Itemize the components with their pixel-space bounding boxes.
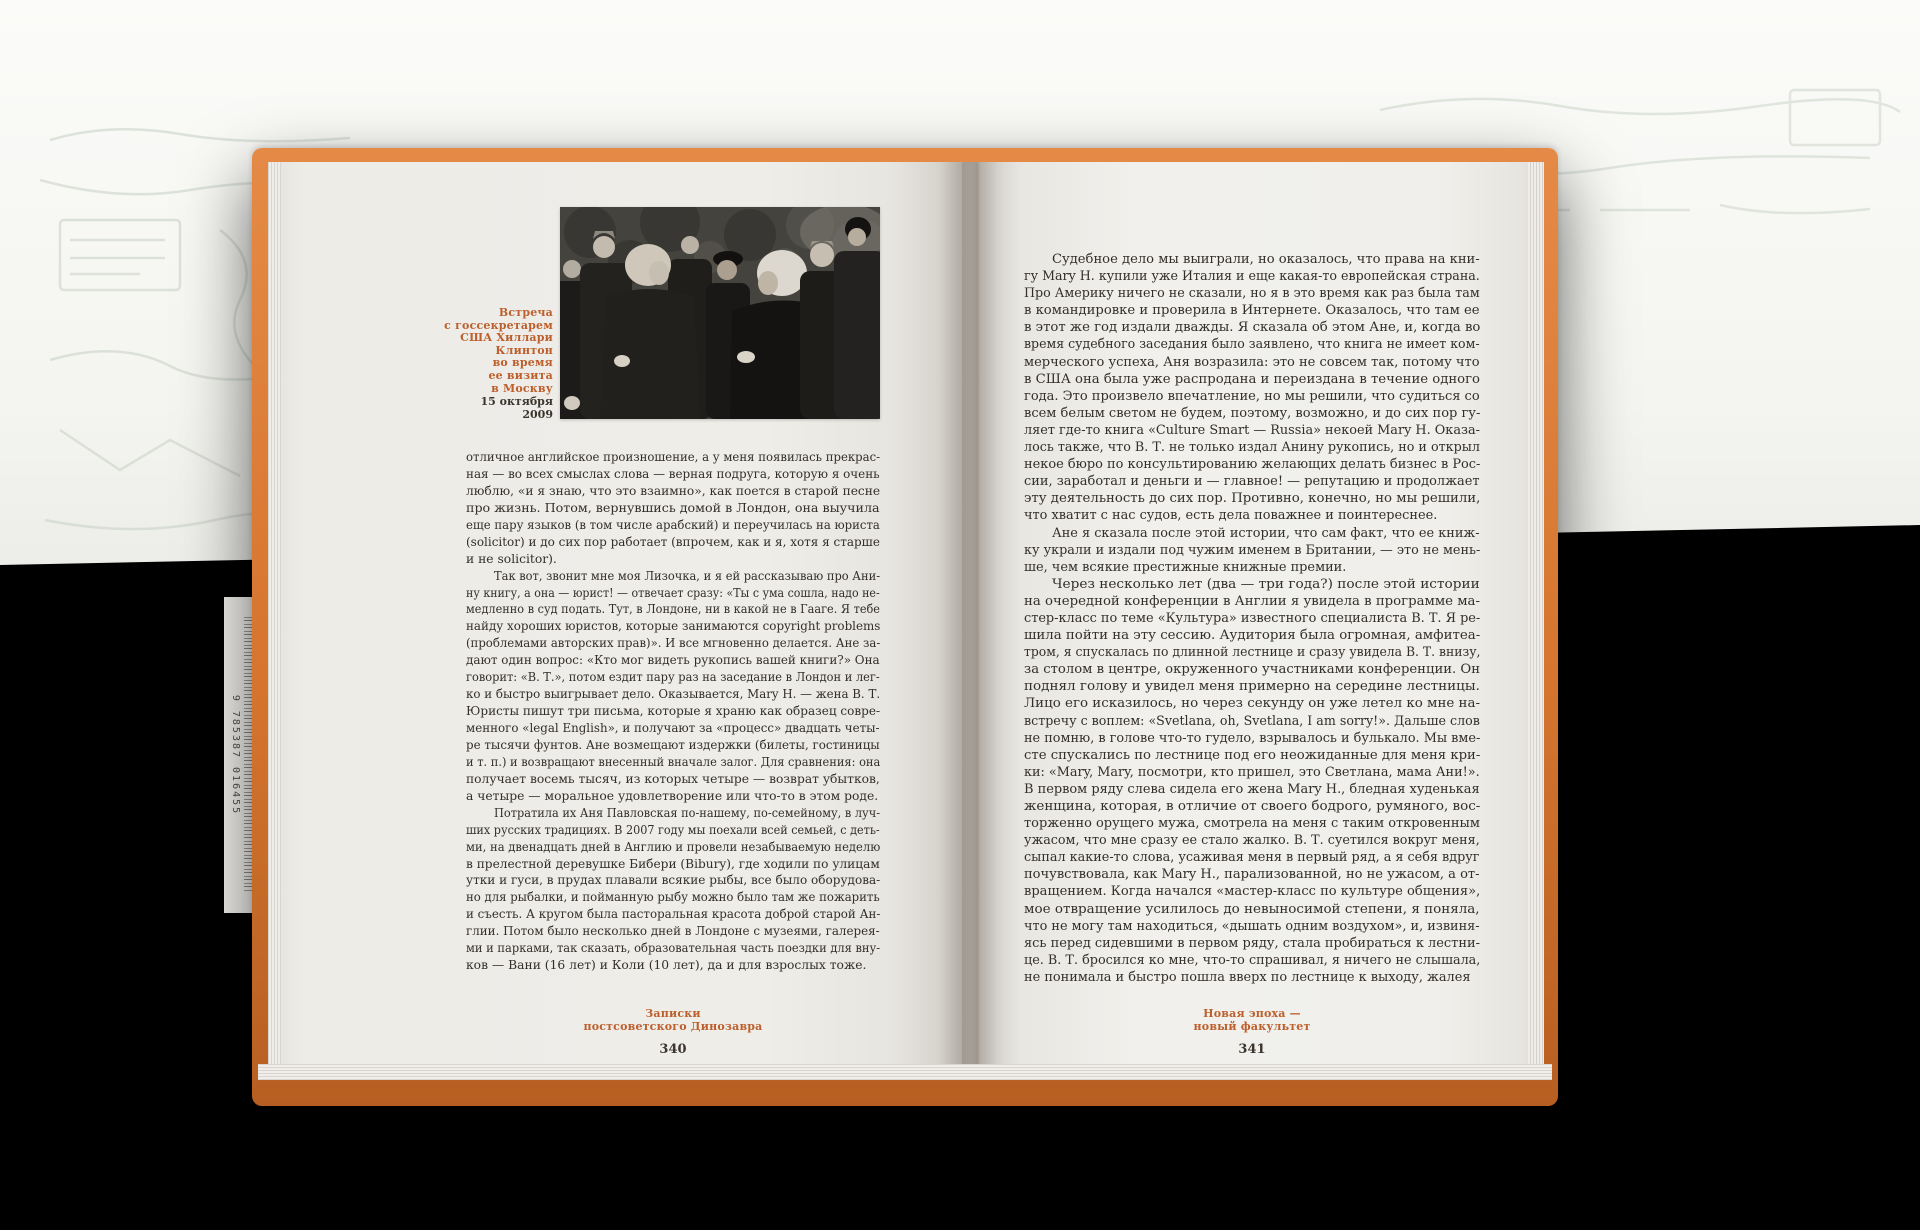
text-line: Так вот, звонит мне моя Лизочка, и я ей рассказываю про Ани- [494, 568, 880, 583]
text-line: мерческого успеха, Аня возразила: это не совсем так, потому что [1024, 354, 1480, 370]
page-edges-bottom [258, 1064, 1552, 1080]
text-line: некое бюро по консультированию желающих делать бизнес в Рос- [1024, 457, 1480, 473]
text-line: во время [492, 356, 553, 370]
right-page-text [1024, 251, 1480, 986]
text-line: Через несколько лет (два — три года?) после этой истории [1052, 576, 1480, 592]
paragraph [466, 805, 880, 974]
text-line: ми и парками, так сказать, образовательная часть поездки для вну- [466, 941, 880, 956]
text-line: получает восемь тысяч, из которых четыре — возврат убытков, [466, 771, 880, 786]
text-line: ше, чем всякие престижные книжные премии. [1024, 559, 1347, 575]
text-line: за столом в центре, окруженного участниками конференции. Он [1024, 662, 1480, 678]
text-line: постсоветского Динозавра [583, 1020, 763, 1033]
text-line: люблю, «и я знаю, что это взаимно», как поется в старой песне [466, 483, 880, 498]
text-line: ужасом, что мне сразу ее стало жалко. В. Т. суетился вокруг меня, [1024, 833, 1480, 849]
text-line: в командировке и проверила в Интернете. Оказалось, что там ее [1024, 303, 1480, 319]
text-line: про жизнь. Потом, вернувшись домой в Лондон, она выучила [466, 500, 880, 515]
text-line: но для рыбалки, и пойманную рыбу можно было там же пожарить [466, 890, 880, 905]
text-line: гу Mary Н. купили уже Италия и еще какая-то европейская страна. [1024, 269, 1480, 285]
text-line: ре тысячи фунтов. Ане возмещают издержки (билеты, гостиницы [466, 737, 880, 752]
text-line: США Хиллари [460, 331, 553, 345]
text-line: сте спускались по лестнице под его неожиданные для меня кри- [1024, 747, 1480, 763]
paragraph [1024, 576, 1480, 986]
text-line: ко и быстро выигрывает дело. Оказывается, Mary Н. — жена В. Т. [466, 687, 880, 702]
text-line: медленно в суд подать. Тут, в Лондоне, ни в какой не в Гааге. Я тебе [466, 602, 880, 617]
text-line: почувствовала, как Mary Н., парализованной, но не ужасом, а от- [1024, 867, 1480, 883]
text-line: 2009 [522, 407, 553, 421]
page-number-left: 340 [659, 1042, 687, 1057]
text-line: стер-класс по теме «Культура» известного специалиста В. Т. Я ре- [1024, 610, 1480, 626]
text-line: сии, заработал и деньги и — главное! — репутацию и продолжает [1024, 474, 1480, 490]
text-line: сыпал какие-то слова, усаживая меня в первый ряд, а я себя вдруг [1024, 850, 1480, 866]
text-line: в прелестной деревушке Бибери (Bibury), где ходили по улицам [466, 856, 880, 871]
text-line: мое отвращение усилилось до невыносимой степени, я поняла, [1024, 901, 1480, 917]
photo-image [560, 207, 880, 419]
text-line: 15 октября [480, 395, 553, 408]
text-line: ляет где-то книга «Culture Smart — Russia» некоей Mary Н. Оказа- [1024, 422, 1480, 438]
text-line: что не могу там находиться, «дышать одним воздухом», и, извиня- [1024, 918, 1480, 934]
text-line: что хватит с нас судов, есть дела поважнее и поинтереснее. [1024, 508, 1438, 524]
text-line: ясь перед сидевшими в первом ряду, стала пробираться к лестни- [1024, 935, 1480, 951]
text-line: В первом ряду слева сидела его жена Mary Н., бледная худенькая [1024, 781, 1480, 797]
text-line: не понимала и быстро пошла вверх по лестнице к выходу, жалея [1024, 969, 1471, 985]
text-line: (проблемами авторских прав)». И все мгновенно делается. Ане за- [466, 636, 880, 651]
text-line: Потратила их Аня Павловская по-нашему, по-семейному, в луч- [494, 805, 880, 820]
text-line: женщина, которая, в отличие от своего бодрого, румяного, вос- [1024, 799, 1480, 814]
page-edges-right [1528, 162, 1544, 1066]
photo-caption [373, 307, 553, 395]
paragraph [466, 449, 880, 568]
running-title-right [1024, 1007, 1480, 1033]
text-line: говорит: «В. Т.», потом ездит пару раз на заседание в Лондон и лег- [466, 670, 880, 685]
text-line: с госсекретарем [444, 318, 553, 332]
isbn-number: 9 785387 016455 [230, 694, 242, 816]
text-line: а четыре — моральное удовлетворение или что-то в этом роде. [466, 788, 879, 803]
text-line: глии. Потом было несколько дней в Лондоне с музеями, галерея- [466, 924, 880, 939]
text-line: Ане я сказала после этой истории, что сам факт, что ее книж- [1052, 525, 1480, 541]
text-line: менного «legal English», и получают за «процесс» двадцать четы- [466, 721, 880, 735]
page-edges-left [268, 162, 281, 1066]
text-line: шила пойти на эту сессию. Аудитория была огромная, амфитеа- [1024, 628, 1480, 644]
text-line: лось также, что В. Т. не только издал Анину рукопись, но и открыл [1024, 440, 1480, 456]
text-line: еще пару языков (в том числе арабский) и переучилась на юриста [466, 517, 880, 532]
text-line: ки: «Mary, Mary, посмотри, кто пришел, это Светлана, мама Ани!». [1024, 764, 1480, 780]
paragraph [1024, 525, 1480, 576]
running-title-left [466, 1007, 880, 1033]
text-line: ну книгу, а она — юрист! — отвечает сразу: «Ты с ума сошла, надо не- [466, 585, 880, 600]
text-line: и съесть. А кругом была пасторальная красота доброй старой Ан- [466, 907, 880, 922]
text-line: найду хороших юристов, которые занимаются copyright problems [466, 619, 880, 634]
text-line: ная — во всех смыслах слова — верная подруга, которую я очень [466, 466, 880, 481]
text-line: Встреча [498, 306, 553, 319]
text-line: в этот же год издали дважды. Я сказала об этом Ане, и, когда во [1024, 320, 1480, 336]
text-line: торженно орущего мужа, смотрела на меня с таким откровенным [1024, 816, 1480, 832]
page-number-right: 341 [1238, 1042, 1266, 1057]
text-line: дают один вопрос: «Кто мог видеть рукопись вашей книги?» Она [466, 653, 880, 668]
text-line: эту деятельность до сих пор. Противно, конечно, но мы решили, [1024, 491, 1480, 507]
text-line: и т. п.) и возвращают внесенный вначале залог. Для сравнения: она [466, 754, 880, 769]
text-line: ми, на двенадцать дней в Англию и провели незабываемую неделю [466, 839, 880, 854]
text-line: поднял голову и увидел меня примерно на середине лестницы. [1024, 679, 1480, 695]
text-line: ее визита [488, 368, 553, 382]
text-line: Лицо его исказилось, но через секунду он уже летел ко мне на- [1024, 696, 1480, 712]
text-line: года. Это произвело впечатление, но мы решили, что судиться со [1024, 388, 1480, 404]
text-line: в США она была уже распродана и переиздана в течение одного [1024, 371, 1480, 387]
text-line: ков — Вани (16 лет) и Коли (10 лет), да и для взрослых тоже. [466, 958, 867, 973]
text-line: вращением. Когда начался «мастер-класс по культуре общения», [1024, 884, 1480, 900]
text-line: ших русских традициях. В 2007 году мы поехали всей семьей, с деть- [466, 822, 880, 837]
paragraph [1024, 251, 1480, 525]
text-line: на очередной конференции в Англии я увидела в программе ма- [1024, 593, 1480, 609]
text-line: (solicitor) и до сих пор работает (впрочем, как и я, хотя я старше [466, 534, 880, 549]
text-line: тром, я спускалась по длинной лестнице и сразу увидела В. Т. внизу, [1024, 645, 1480, 661]
text-line: не помню, в голове что-то гудело, взрывалось и булькало. Мы вме- [1024, 730, 1480, 746]
text-line: ку украли и издали под чужим именем в Британии, — это не мень- [1024, 542, 1480, 558]
text-line: отличное английское произношение, а у меня появилась прекрас- [466, 450, 880, 464]
text-line: Юристы пишут три письма, которые я храню как образец совре- [466, 704, 880, 719]
photo-caption-date [373, 396, 553, 421]
text-line: встречу с воплем: «Svetlana, oh, Svetlana, I am sorry!». Дальше слов [1024, 713, 1480, 729]
text-line: Новая эпоха — [1203, 1007, 1301, 1020]
text-line: и не solicitor). [466, 551, 557, 566]
text-line: це. В. Т. бросился ко мне, что-то спрашивал, я ничего не слышала, [1024, 952, 1480, 968]
text-line: новый факультет [1193, 1020, 1311, 1033]
text-line: Судебное дело мы выиграли, но оказалось, что права на кни- [1052, 252, 1480, 267]
text-line: время судебного заседания было заявлено, что книга не имеет ком- [1024, 337, 1480, 353]
text-line: в Москву [491, 381, 553, 395]
text-line: всем белым светом не будем, поэтому, возможно, и до сих пор гу- [1024, 405, 1480, 421]
text-line: утки и гуси, в прудах плавали всякие рыбы, все было оборудова- [466, 873, 880, 888]
text-line: Записки [645, 1007, 701, 1020]
text-line: Про Америку ничего не сказали, но я в это время как раз была там [1024, 286, 1480, 302]
paragraph [466, 568, 880, 805]
text-line: Клинтон [495, 343, 553, 357]
left-page-text [466, 449, 880, 974]
